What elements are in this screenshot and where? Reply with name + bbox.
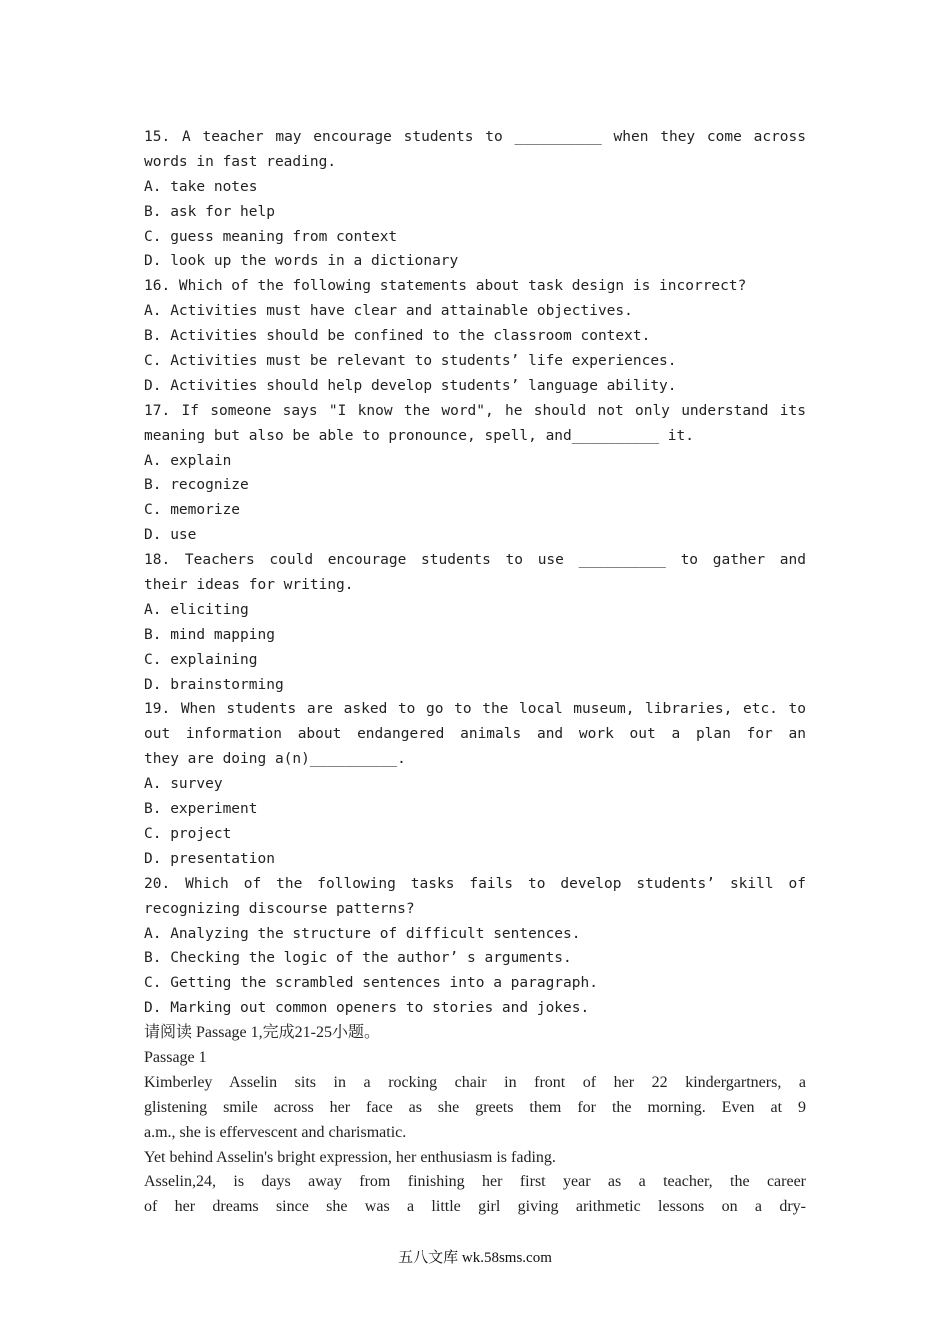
q17-stem: 17. If someone says "I know the word", he should not only understand its bbox=[144, 402, 806, 419]
q15-option-b: B. ask for help bbox=[144, 203, 275, 220]
q15-stem: 15. A teacher may encourage students to __________ when they come across bbox=[144, 129, 806, 145]
q20-option-c: C. Getting the scrambled sentences into a paragraph. bbox=[144, 975, 598, 992]
passage-title: Passage 1 bbox=[144, 1048, 207, 1066]
q15-option-c: C. guess meaning from context bbox=[144, 228, 398, 245]
q16-option-c: C. Activities must be relevant to students’ life experiences. bbox=[144, 353, 677, 370]
q20-option-a: A. Analyzing the structure of difficult sentences. bbox=[144, 925, 581, 942]
q18-stem: 18. Teachers could encourage students to use __________ to gather and bbox=[144, 552, 806, 569]
q17-option-a: A. explain bbox=[144, 452, 232, 469]
passage-line: glistening smile across her face as she greets them for the morning. Even at 9 bbox=[144, 1098, 806, 1116]
q16-stem: 16. Which of the following statements about task design is incorrect? bbox=[144, 278, 747, 295]
q20-stem: 20. Which of the following tasks fails to develop students’ skill of bbox=[144, 875, 806, 892]
q15-option-a: A. take notes bbox=[144, 178, 258, 195]
q15-stem-cont: words in fast reading. bbox=[144, 153, 337, 170]
q19-option-a: A. survey bbox=[144, 776, 223, 793]
q16-option-b: B. Activities should be confined to the classroom context. bbox=[144, 328, 651, 345]
q18-option-a: A. eliciting bbox=[144, 601, 249, 618]
reading-instruction: 请阅读 Passage 1,完成21-25小题。 bbox=[144, 1024, 380, 1042]
q19-option-c: C. project bbox=[144, 825, 232, 842]
q18-option-c: C. explaining bbox=[144, 651, 258, 668]
q17-option-b: B. recognize bbox=[144, 477, 249, 494]
q18-stem-cont: their ideas for writing. bbox=[144, 577, 354, 594]
q20-option-b: B. Checking the logic of the author’ s arguments. bbox=[144, 950, 572, 967]
q19-option-b: B. experiment bbox=[144, 801, 258, 818]
passage-line: Kimberley Asselin sits in a rocking chair in front of her 22 kindergartners, a bbox=[144, 1073, 806, 1091]
q18-option-b: B. mind mapping bbox=[144, 626, 275, 643]
q18-option-d: D. brainstorming bbox=[144, 676, 284, 693]
q16-option-a: A. Activities must have clear and attainable objectives. bbox=[144, 303, 633, 320]
q19-stem-cont: out information about endangered animals and work out a plan for an bbox=[144, 726, 806, 743]
q15-option-d: D. look up the words in a dictionary bbox=[144, 253, 459, 270]
passage-line: Yet behind Asselin's bright expression, her enthusiasm is fading. bbox=[144, 1148, 556, 1166]
q20-option-d: D. Marking out common openers to stories and jokes. bbox=[144, 1000, 590, 1017]
passage-line: a.m., she is effervescent and charismatic. bbox=[144, 1123, 407, 1141]
q17-option-d: D. use bbox=[144, 527, 197, 544]
q17-option-c: C. memorize bbox=[144, 502, 241, 519]
q19-option-d: D. presentation bbox=[144, 850, 275, 867]
q19-stem: 19. When students are asked to go to the local museum, libraries, etc. to bbox=[144, 701, 806, 718]
passage-line: of her dreams since she was a little girl giving arithmetic lessons on a dry- bbox=[144, 1198, 806, 1216]
document-body bbox=[144, 125, 806, 1220]
q16-option-d: D. Activities should help develop students’ language ability. bbox=[144, 377, 677, 394]
footer-watermark: 五八文库 wk.58sms.com bbox=[398, 1250, 552, 1266]
q20-stem-cont: recognizing discourse patterns? bbox=[144, 900, 415, 917]
q17-stem-cont: meaning but also be able to pronounce, spell, and__________ it. bbox=[144, 427, 694, 444]
q19-stem-end: they are doing a(n)__________. bbox=[144, 751, 406, 768]
passage-line: Asselin,24, is days away from finishing her first year as a teacher, the career bbox=[144, 1173, 806, 1191]
